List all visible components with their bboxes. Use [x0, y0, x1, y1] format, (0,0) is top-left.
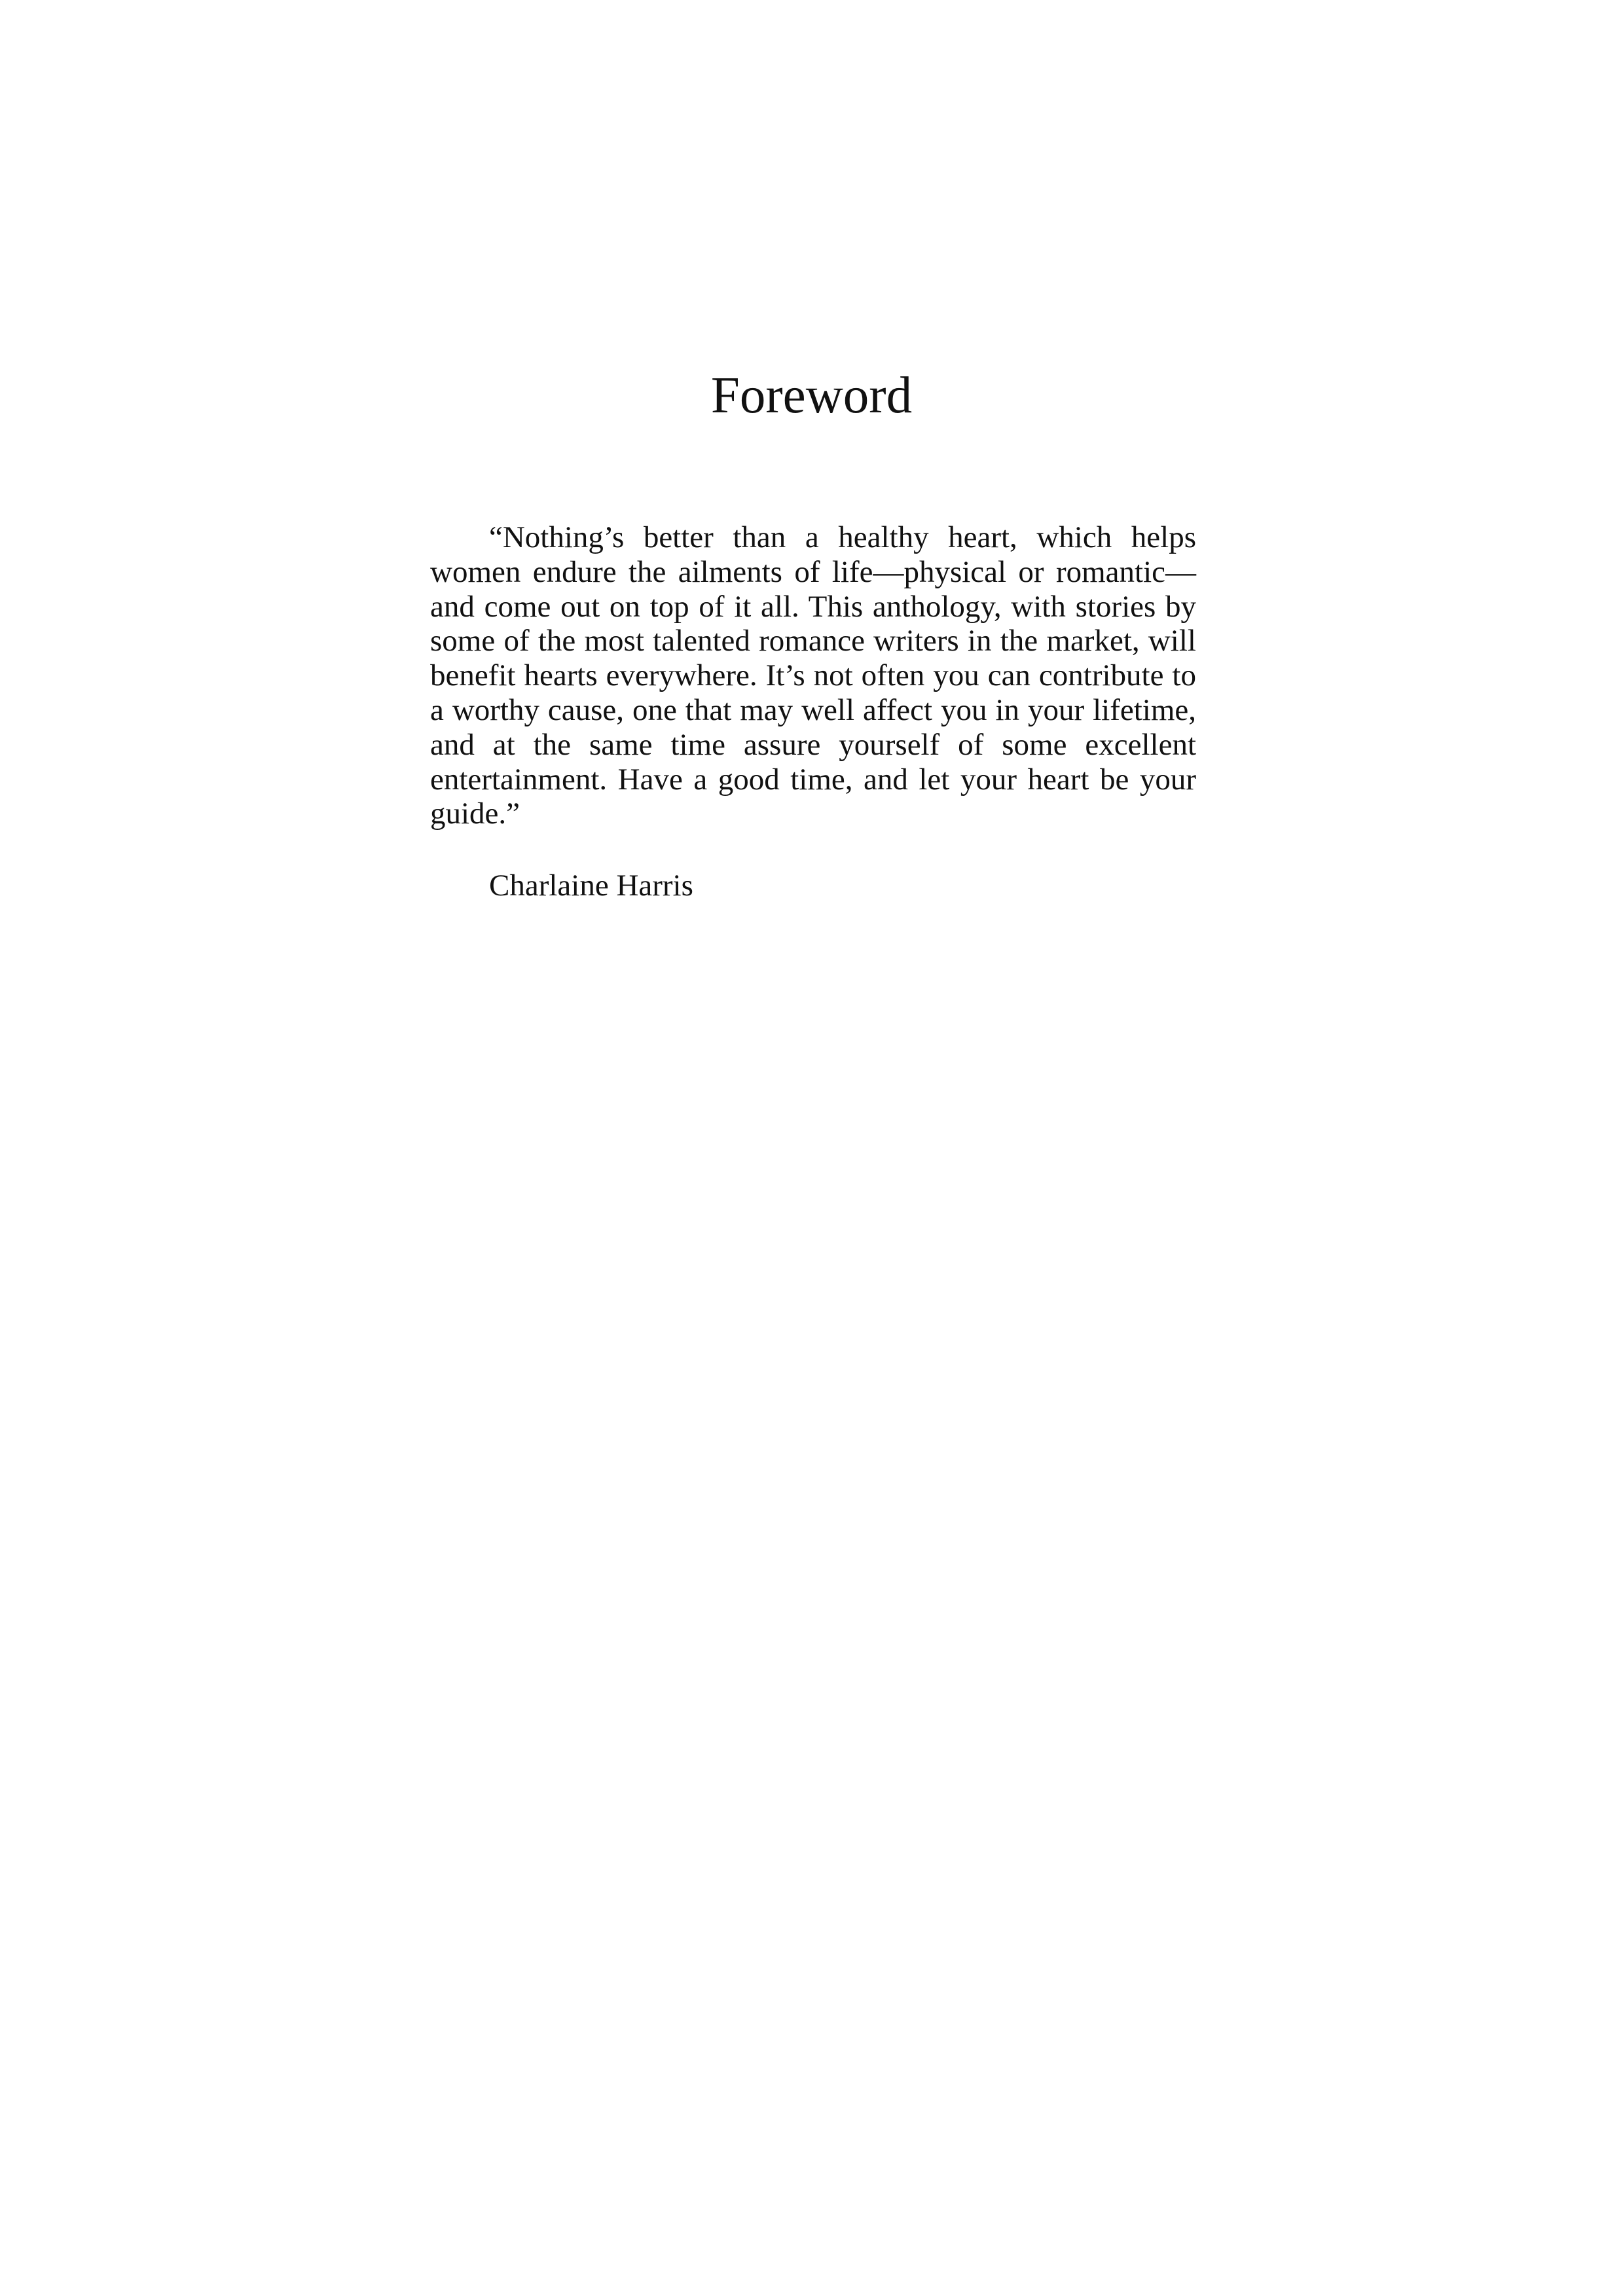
page-title: Foreword	[710, 367, 913, 424]
quote-attribution: Charlaine Harris	[489, 869, 693, 903]
foreword-body	[430, 520, 1196, 903]
foreword-quote: “Nothing’s better than a healthy heart, which helps women endure the ailments of life—physical or romantic—and come out on top of it all. This anthology, with stories by some of the most talented romance writers in the market, will benefit hearts everywhere. It’s not often you can contribute to a worthy cause, one that may well affect you in your lifetime, and at the same time assure yourself of some excellent entertainment. Have a good time, and let your heart be your guide.”	[430, 520, 1196, 831]
